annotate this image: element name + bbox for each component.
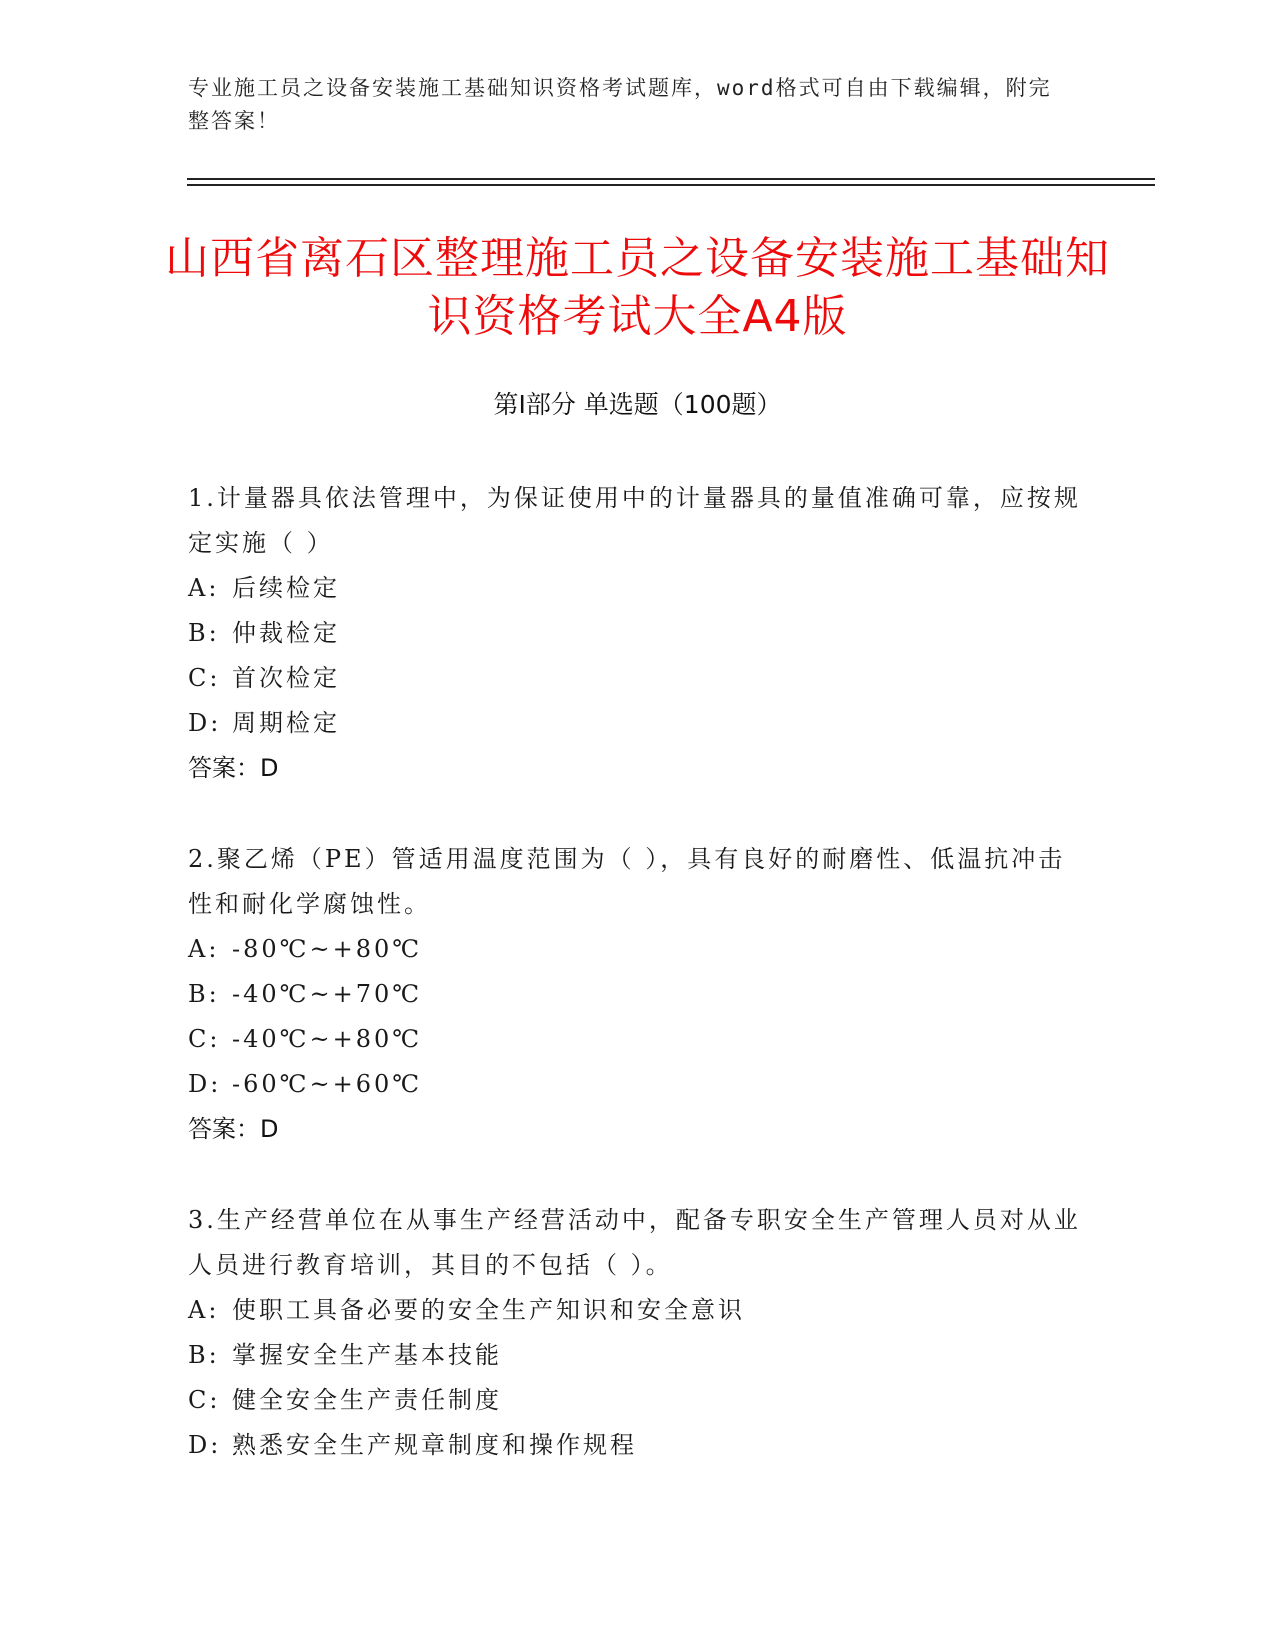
header-note: 专业施工员之设备安装施工基础知识资格考试题库，word格式可自由下载编辑，附完整答案！ [188,76,1052,133]
option-text: -60℃~+60℃ [232,1070,423,1098]
option-letter: B: [188,1341,220,1369]
option-letter: C: [188,664,221,692]
option-text: 健全安全生产责任制度 [232,1386,502,1414]
option-a [188,927,1088,972]
option-b [188,1333,1088,1378]
option-text: 周期检定 [232,709,340,737]
option-letter: C: [188,1386,221,1414]
option-text: -80℃~+80℃ [232,935,423,963]
option-c [188,656,1088,701]
option-c [188,1017,1088,1062]
option-text: -40℃~+70℃ [232,980,423,1008]
option-letter: C: [188,1025,221,1053]
option-d [188,1423,1088,1468]
option-text: 仲裁检定 [232,619,340,647]
header-divider [187,178,1155,180]
answer-line: 答案：D [188,754,279,782]
answer-line: 答案：D [188,1115,279,1143]
question-stem: 2.聚乙烯（PE）管适用温度范围为（ ），具有良好的耐磨性、低温抗冲击性和耐化学腐蚀性。 [188,845,1066,918]
option-c [188,1378,1088,1423]
question-stem: 3.生产经营单位在从事生产经营活动中，配备专职安全生产管理人员对从业人员进行教育培训，其目的不包括（ ）。 [188,1206,1081,1279]
question-3 [188,1198,1088,1468]
question-stem: 1.计量器具依法管理中，为保证使用中的计量器具的量值准确可靠，应按规定实施（ ） [188,484,1081,557]
option-letter: B: [188,980,220,1008]
option-a [188,566,1088,611]
document-title: 山西省离石区整理施工员之设备安装施工基础知识资格考试大全A4版 [165,233,1110,342]
option-letter: D: [188,1070,222,1098]
option-text: 熟悉安全生产规章制度和操作规程 [232,1431,637,1459]
question-2 [188,837,1088,1152]
option-letter: A: [188,935,220,963]
question-list [188,476,1088,1514]
option-text: 使职工具备必要的安全生产知识和安全意识 [232,1296,745,1324]
option-text: 掌握安全生产基本技能 [232,1341,502,1369]
section-title: 第I部分 单选题（100题） [493,390,782,419]
option-letter: D: [188,709,222,737]
option-d [188,1062,1088,1107]
option-letter: A: [188,574,220,602]
option-letter: A: [188,1296,220,1324]
option-letter: B: [188,619,220,647]
option-text: 首次检定 [232,664,340,692]
question-1 [188,476,1088,791]
option-letter: D: [188,1431,222,1459]
option-b [188,972,1088,1017]
option-b [188,611,1088,656]
option-d [188,701,1088,746]
option-a [188,1288,1088,1333]
header-divider-second [187,184,1155,186]
option-text: 后续检定 [232,574,340,602]
option-text: -40℃~+80℃ [232,1025,423,1053]
